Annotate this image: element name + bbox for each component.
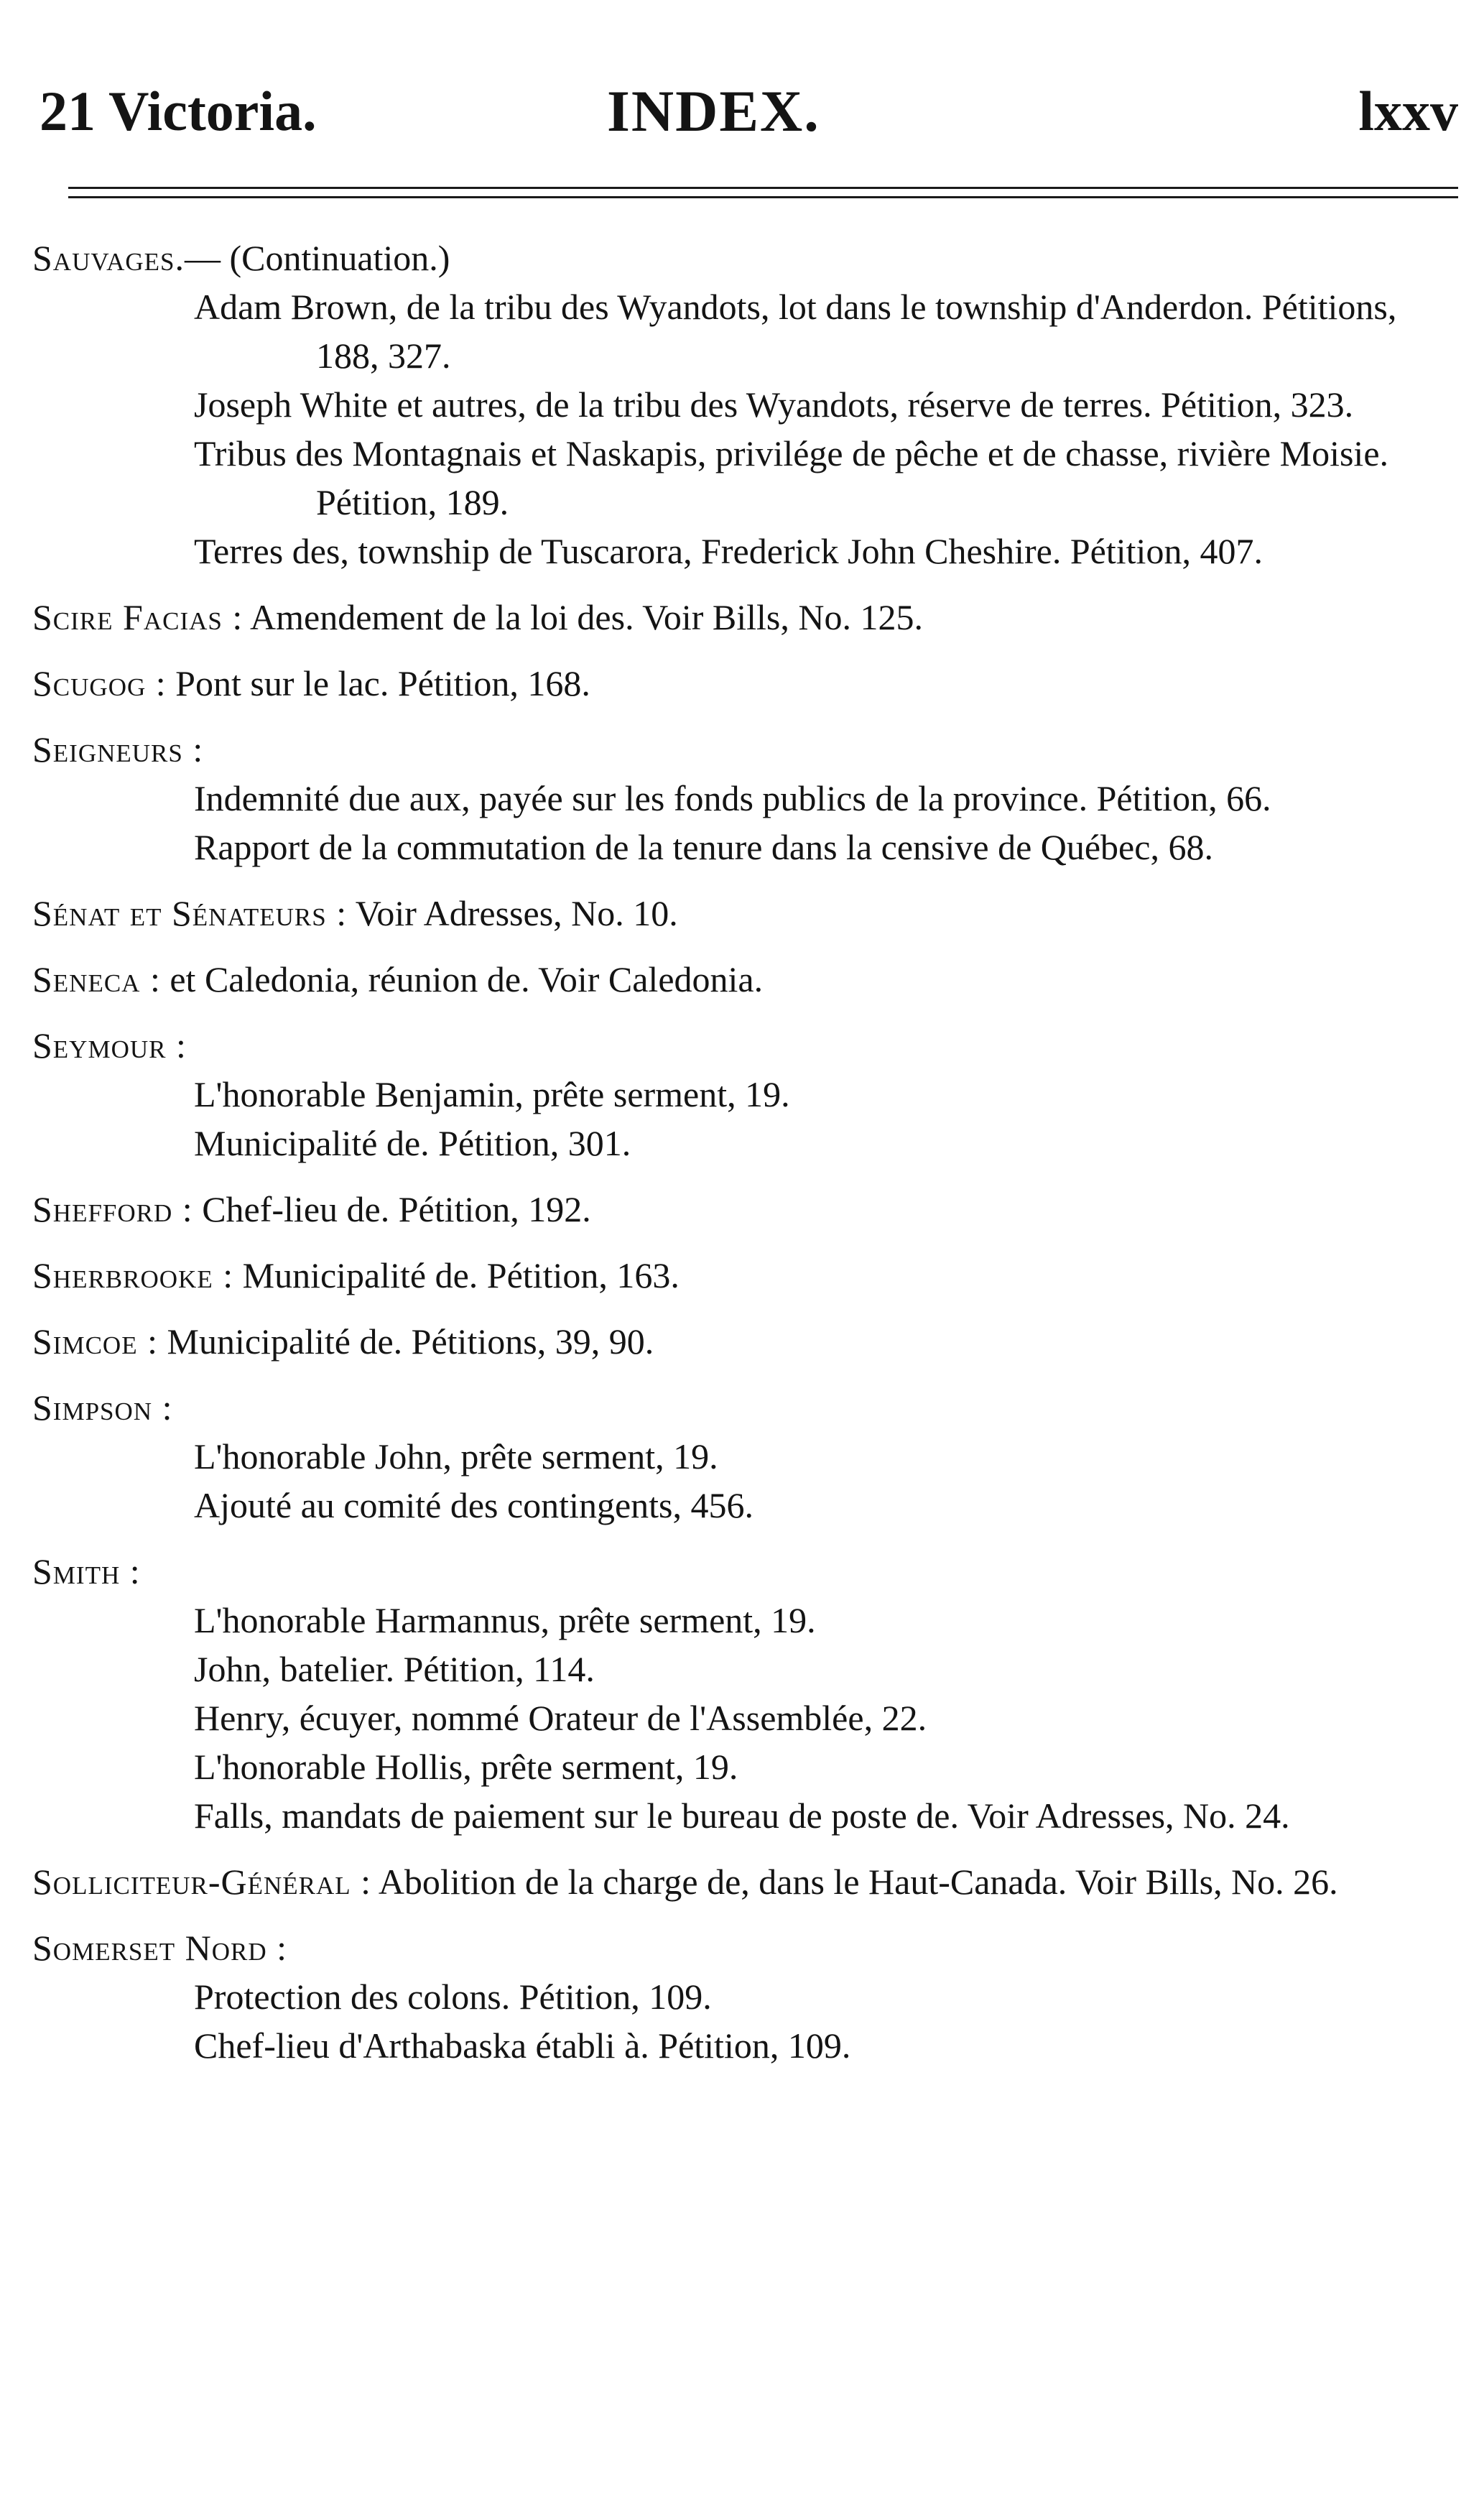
- index-entry: [32, 1383, 1458, 1530]
- entry-heading-line: [32, 1185, 1458, 1234]
- subentry: Indemnité due aux, payée sur les fonds publics de la province. Pétition, 66.: [194, 778, 1271, 818]
- subentry: L'honorable John, prête serment, 19.: [194, 1436, 718, 1476]
- entry-subentries: [194, 1432, 1458, 1530]
- entry-inline-text: Amendement de la loi des. Voir Bills, No. 125.: [250, 597, 923, 637]
- entry-heading-line: [32, 955, 1458, 1004]
- entry-headword: Solliciteur-Général :: [32, 1862, 372, 1902]
- entry-headword: Sherbrooke :: [32, 1255, 234, 1295]
- header-page-number: lxxv: [1358, 80, 1458, 142]
- entry-headword: Smith :: [32, 1551, 141, 1591]
- entry-headword: Simpson :: [32, 1387, 173, 1428]
- entry-heading-line: [32, 1547, 1458, 1596]
- entry-headword: Sauvages.: [32, 238, 185, 278]
- entry-inline-text: Municipalité de. Pétitions, 39, 90.: [167, 1321, 654, 1362]
- entry-inline-text: Chef-lieu de. Pétition, 192.: [202, 1189, 591, 1229]
- subentry: Protection des colons. Pétition, 109.: [194, 1977, 712, 2017]
- entry-subentries: [194, 774, 1458, 872]
- entry-inline-text: Voir Adresses, No. 10.: [355, 893, 678, 933]
- entry-heading-line: [32, 1923, 1458, 1972]
- subentry: Chef-lieu d'Arthabaska établi à. Pétition, 109.: [194, 2025, 851, 2066]
- index-entry: [32, 659, 1458, 708]
- index-entry: [32, 1317, 1458, 1366]
- entry-heading-line: [32, 889, 1458, 938]
- index-entry: [32, 955, 1458, 1004]
- entry-headword: Seneca :: [32, 959, 161, 999]
- subentry: Adam Brown, de la tribu des Wyandots, lot dans le township d'Anderdon. Pétitions, 188, 327.: [194, 287, 1397, 376]
- entry-headword: Shefford :: [32, 1189, 193, 1229]
- entry-subentries: [194, 1972, 1458, 2070]
- index-entry: [32, 1547, 1458, 1840]
- subentry: L'honorable Hollis, prête serment, 19.: [194, 1747, 738, 1787]
- subentry: Municipalité de. Pétition, 301.: [194, 1123, 631, 1163]
- index-entry: [32, 1021, 1458, 1168]
- entry-headword: Seymour :: [32, 1025, 187, 1066]
- subentry: Falls, mandats de paiement sur le bureau de poste de. Voir Adresses, No. 24.: [194, 1795, 1290, 1836]
- subentry: Rapport de la commutation de la tenure dans la censive de Québec, 68.: [194, 827, 1213, 867]
- entry-inline-text: Municipalité de. Pétition, 163.: [242, 1255, 680, 1295]
- entry-headword: Sénat et Sénateurs :: [32, 893, 348, 933]
- entry-inline-text: — (Continuation.): [185, 238, 450, 278]
- index-entry: [32, 1857, 1458, 1906]
- page-header: [40, 68, 1458, 154]
- entry-heading-line: [32, 1857, 1458, 1906]
- entry-headword: Seigneurs :: [32, 729, 204, 769]
- entry-subentries: [194, 1070, 1458, 1168]
- subentry: John, batelier. Pétition, 114.: [194, 1649, 595, 1689]
- entry-heading-line: [32, 1317, 1458, 1366]
- subentry: Terres des, township de Tuscarora, Frederick John Cheshire. Pétition, 407.: [194, 531, 1263, 571]
- entry-inline-text: et Caledonia, réunion de. Voir Caledonia.: [170, 959, 764, 999]
- entry-heading-line: [32, 1021, 1458, 1070]
- entry-heading-line: [32, 1383, 1458, 1432]
- entry-headword: Somerset Nord :: [32, 1928, 288, 1968]
- subentry: Joseph White et autres, de la tribu des Wyandots, réserve de terres. Pétition, 323.: [194, 384, 1354, 425]
- entry-inline-text: Pont sur le lac. Pétition, 168.: [175, 663, 590, 703]
- subentry: Tribus des Montagnais et Naskapis, privilége de pêche et de chasse, rivière Moisie. Pétition, 189.: [194, 433, 1389, 522]
- entry-headword: Scire Facias :: [32, 597, 244, 637]
- index-entries: [32, 234, 1458, 2087]
- subentry: L'honorable Harmannus, prête serment, 19.: [194, 1600, 816, 1640]
- index-entry: [32, 725, 1458, 872]
- entry-headword: Simcoe :: [32, 1321, 158, 1362]
- subentry: Henry, écuyer, nommé Orateur de l'Assemblée, 22.: [194, 1698, 927, 1738]
- entry-subentries: [194, 1596, 1458, 1840]
- index-entry: [32, 1185, 1458, 1234]
- index-entry: [32, 889, 1458, 938]
- entry-heading-line: [32, 725, 1458, 774]
- entry-heading-line: [32, 234, 1458, 282]
- entry-heading-line: [32, 593, 1458, 642]
- index-entry: [32, 234, 1458, 576]
- subentry: L'honorable Benjamin, prête serment, 19.: [194, 1074, 790, 1114]
- entry-heading-line: [32, 1251, 1458, 1300]
- entry-headword: Scugog :: [32, 663, 167, 703]
- subentry: Ajouté au comité des contingents, 456.: [194, 1485, 754, 1525]
- index-entry: [32, 593, 1458, 642]
- entry-inline-text: Abolition de la charge de, dans le Haut-Canada. Voir Bills, No. 26.: [378, 1862, 1338, 1902]
- entry-heading-line: [32, 659, 1458, 708]
- header-title: INDEX.: [607, 78, 820, 144]
- header-rule-bottom: [68, 196, 1458, 198]
- entry-subentries: [194, 282, 1458, 576]
- header-rule-top: [68, 187, 1458, 189]
- index-entry: [32, 1251, 1458, 1300]
- index-entry: [32, 1923, 1458, 2070]
- header-session: 21 Victoria.: [40, 80, 317, 142]
